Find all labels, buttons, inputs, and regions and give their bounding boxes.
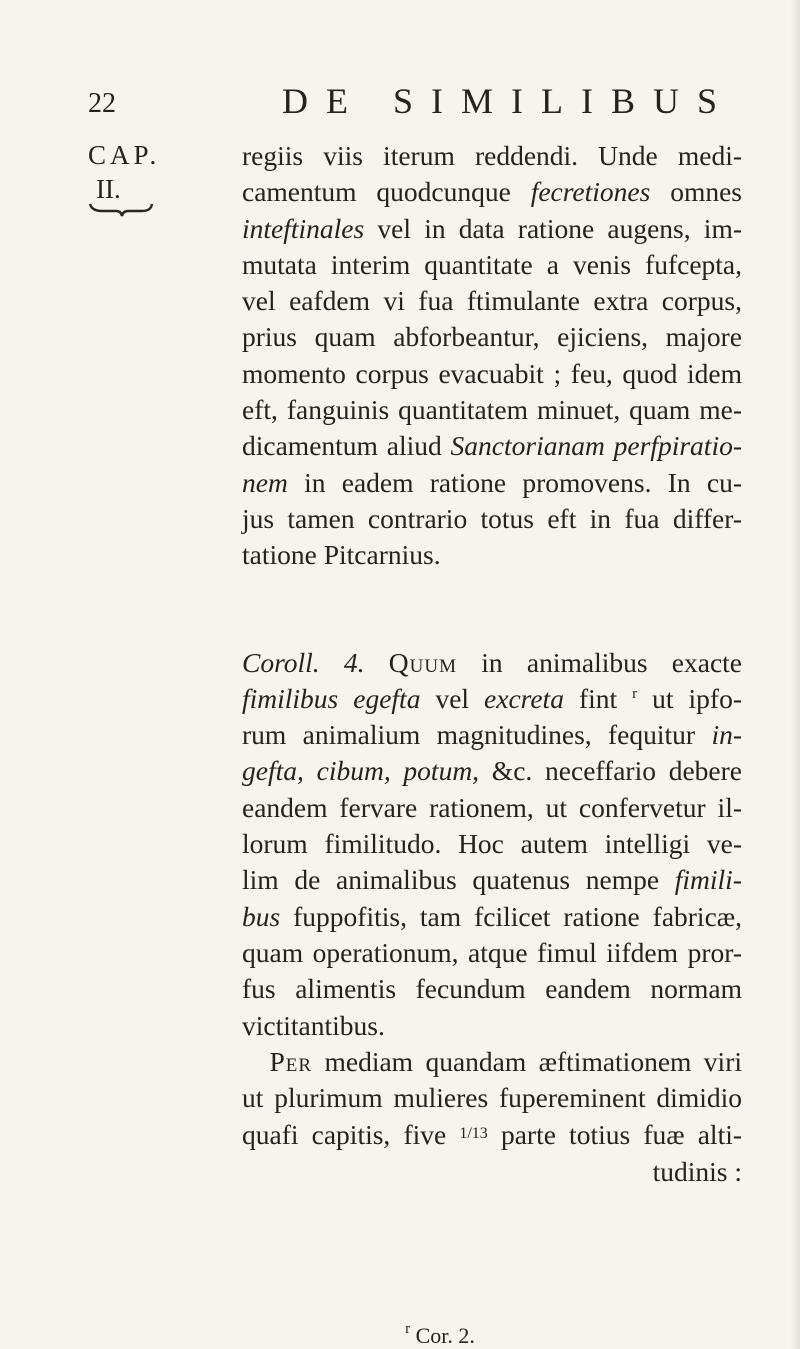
text-line: camentum quodcunque fecretiones omnes [242, 176, 742, 208]
brace-icon [88, 202, 154, 218]
margin-note [88, 138, 160, 206]
text-line: Per mediam quandam æftimationem viri [269, 1045, 742, 1077]
footnote-marker: r [632, 685, 638, 702]
page-header [0, 81, 800, 126]
text-line: nem in eadem ratione promovens. In cu- [242, 466, 742, 498]
text-line: quam operationum, atque fimul iifdem pror- [242, 936, 742, 968]
text-line: lorum fimilitudo. Hoc autem intelligi ve- [242, 828, 742, 860]
text-line: tudinis : [652, 1155, 742, 1187]
text-line: rum animalium magnitudines, fequitur in- [242, 719, 742, 751]
text-line: quafi capitis, five $^{1/13}$ parte totius fuæ alti- [242, 1119, 743, 1151]
text-line: ut plurimum mulieres fupereminent dimidio [242, 1082, 742, 1114]
text-line: dicamentum aliud Sanctorianam perfpiratio- [242, 430, 742, 462]
corollary-label: Coroll. 4. [242, 646, 365, 678]
text-line: fimilibus egefta vel excreta fint $^r$ ut ipfo- [242, 682, 742, 714]
text-line: jus tamen contrario totus eft in fua differ- [242, 502, 742, 534]
page-number: 22 [88, 88, 116, 119]
text-line: gefta, cibum, potum, &c. neceffario debere [242, 755, 742, 787]
text-line: mutata interim quantitate a venis fufcepta, [242, 248, 742, 280]
running-title: DE SIMILIBUS [282, 81, 736, 121]
paragraph-corollary [242, 645, 742, 1044]
text-line: vel eafdem vi fua ftimulante extra corpus, [242, 285, 742, 317]
text-line: regiis viis iterum reddendi. Unde medi- [242, 140, 742, 171]
page-edge-shadow [790, 0, 800, 1349]
chapter-number: II. [96, 174, 121, 204]
text-line: eft, fanguinis quantitatem minuet, quam me- [242, 394, 742, 426]
paragraph-1 [242, 138, 742, 574]
footnote-marker: r [405, 1321, 411, 1337]
paragraph-3 [242, 1044, 742, 1190]
footnote [0, 1323, 800, 1349]
chapter-label: CAP. [88, 140, 161, 170]
text-line: prius quam abforbeantur, ejiciens, majore [242, 321, 742, 353]
text-line: lim de animalibus quatenus nempe fimili- [242, 864, 742, 896]
text-line: bus fuppofitis, tam fcilicet ratione fabricæ, [242, 900, 742, 932]
fraction: 1/13 [459, 1125, 488, 1143]
text-line: fus alimentis fecundum eandem normam [242, 973, 742, 1005]
text-line: tatione Pitcarnius. [242, 539, 441, 571]
text-line: eandem fervare rationem, ut confervetur il- [242, 791, 742, 823]
text-line: momento corpus evacuabit ; feu, quod idem [242, 357, 742, 389]
text-line: Coroll. 4. Quum in animalibus exacte [242, 646, 743, 678]
main-text [242, 138, 742, 1190]
text-line: inteftinales vel in data ratione augens, im- [242, 212, 742, 244]
text-line: victitantibus. [242, 1009, 385, 1041]
footnote-text: Cor. 2. [415, 1323, 475, 1348]
